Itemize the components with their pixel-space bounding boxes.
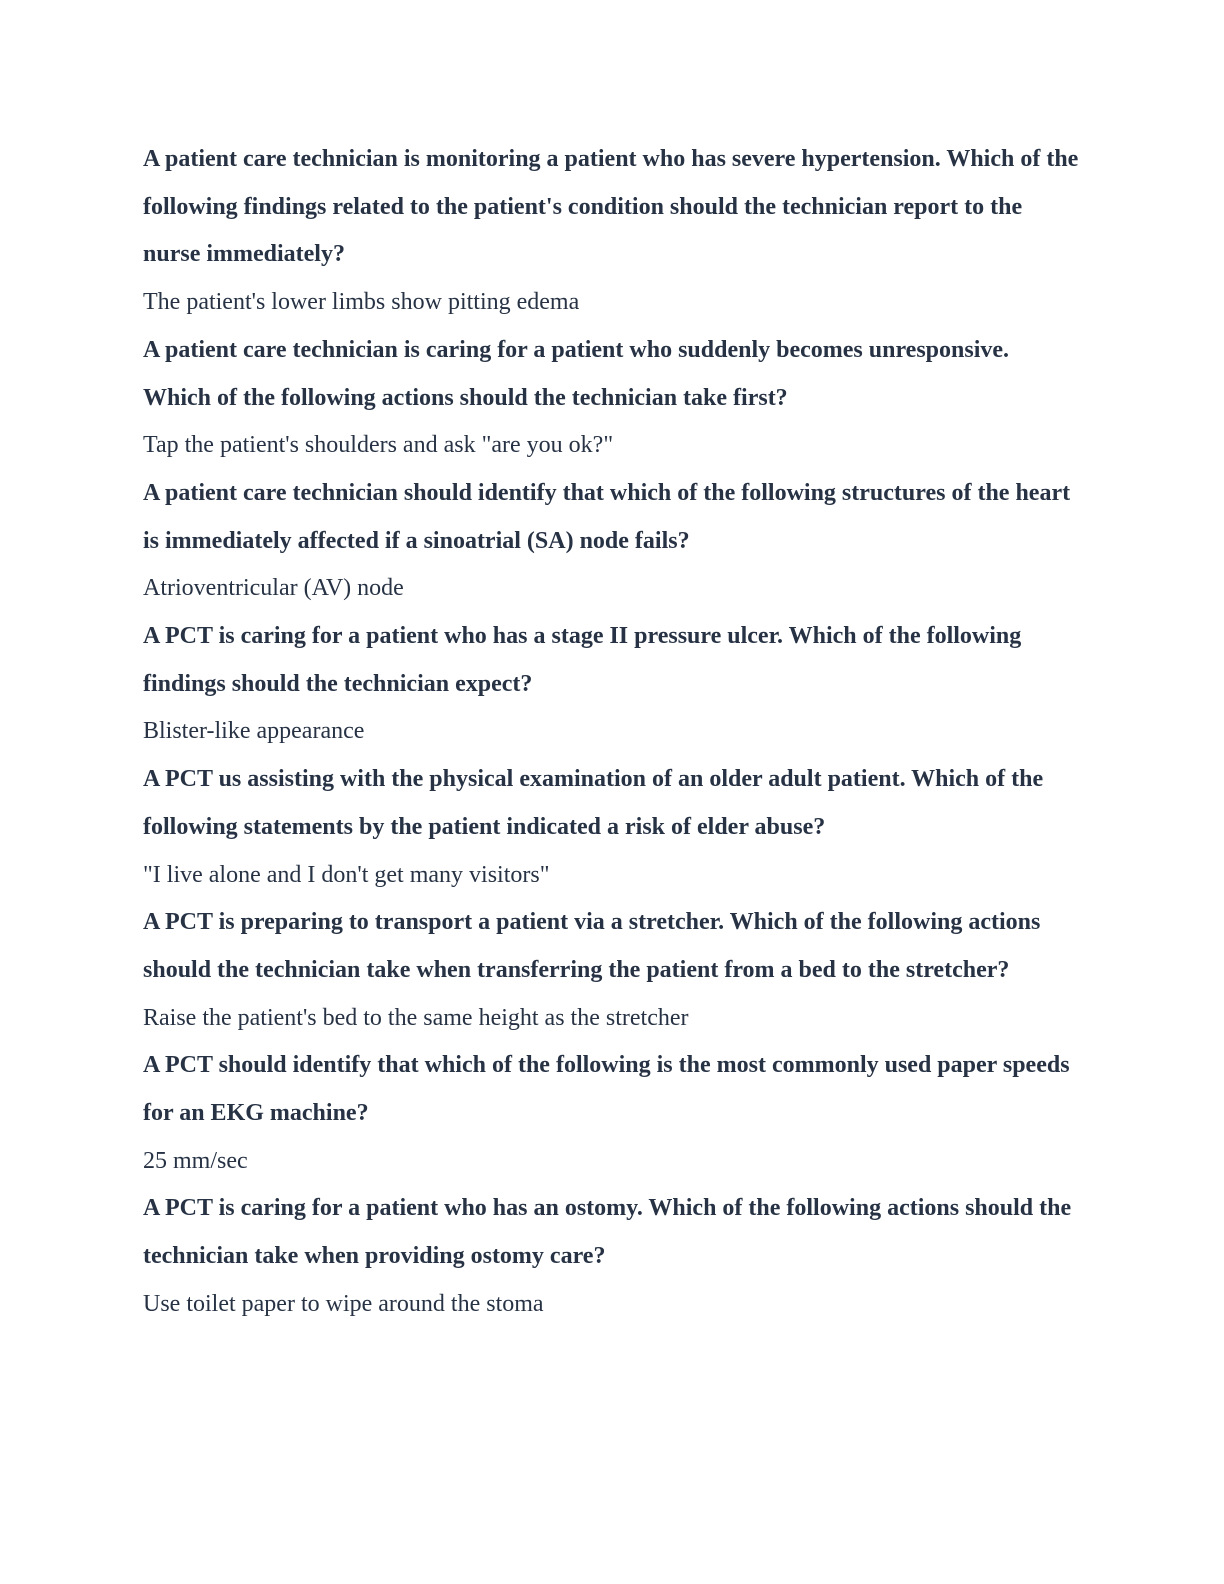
question-text: A PCT is caring for a patient who has a stage II pressure ulcer. Which of the following findings should the technician expect? bbox=[143, 623, 1022, 697]
question-text: A PCT should identify that which of the following is the most commonly used paper speeds for an EKG machine? bbox=[143, 1052, 1070, 1127]
qa-item bbox=[143, 470, 1080, 613]
qa-item bbox=[143, 756, 1080, 899]
answer-text: 25 mm/sec bbox=[143, 1147, 248, 1174]
question-text: A patient care technician is monitoring a patient who has severe hypertension. Which of the following findings related to the patient's condition should the technician report to the nurse immediately? bbox=[143, 146, 1079, 268]
question-text: A patient care technician is caring for a patient who suddenly becomes unresponsive. Which of the following actions should the technician take first? bbox=[143, 336, 1010, 411]
question-text: A PCT us assisting with the physical examination of an older adult patient. Which of the following statements by the patient indicated a risk of elder abuse? bbox=[143, 766, 1044, 840]
qa-item bbox=[143, 1042, 1080, 1185]
qa-study-guide bbox=[143, 136, 1080, 1329]
answer-text: The patient's lower limbs show pitting edema bbox=[143, 289, 580, 316]
qa-item bbox=[143, 327, 1080, 470]
answer-text: Tap the patient's shoulders and ask "are you ok?" bbox=[143, 432, 614, 459]
answer-text: "I live alone and I don't get many visitors" bbox=[143, 861, 550, 888]
qa-item bbox=[143, 613, 1080, 756]
qa-item bbox=[143, 136, 1080, 327]
question-text: A PCT is preparing to transport a patient via a stretcher. Which of the following actions should the technician take when transferring the patient from a bed to the stretcher? bbox=[143, 909, 1041, 983]
answer-text: Raise the patient's bed to the same height as the stretcher bbox=[143, 1004, 689, 1031]
question-text: A PCT is caring for a patient who has an ostomy. Which of the following actions should the technician take when providing ostomy care? bbox=[143, 1195, 1072, 1270]
answer-text: Atrioventricular (AV) node bbox=[143, 575, 404, 602]
qa-item bbox=[143, 1185, 1080, 1328]
answer-text: Blister-like appearance bbox=[143, 718, 365, 745]
answer-text: Use toilet paper to wipe around the stoma bbox=[143, 1290, 544, 1317]
question-text: A patient care technician should identify that which of the following structures of the heart is immediately affected if a sinoatrial (SA) node fails? bbox=[143, 479, 1071, 554]
qa-item bbox=[143, 899, 1080, 1042]
